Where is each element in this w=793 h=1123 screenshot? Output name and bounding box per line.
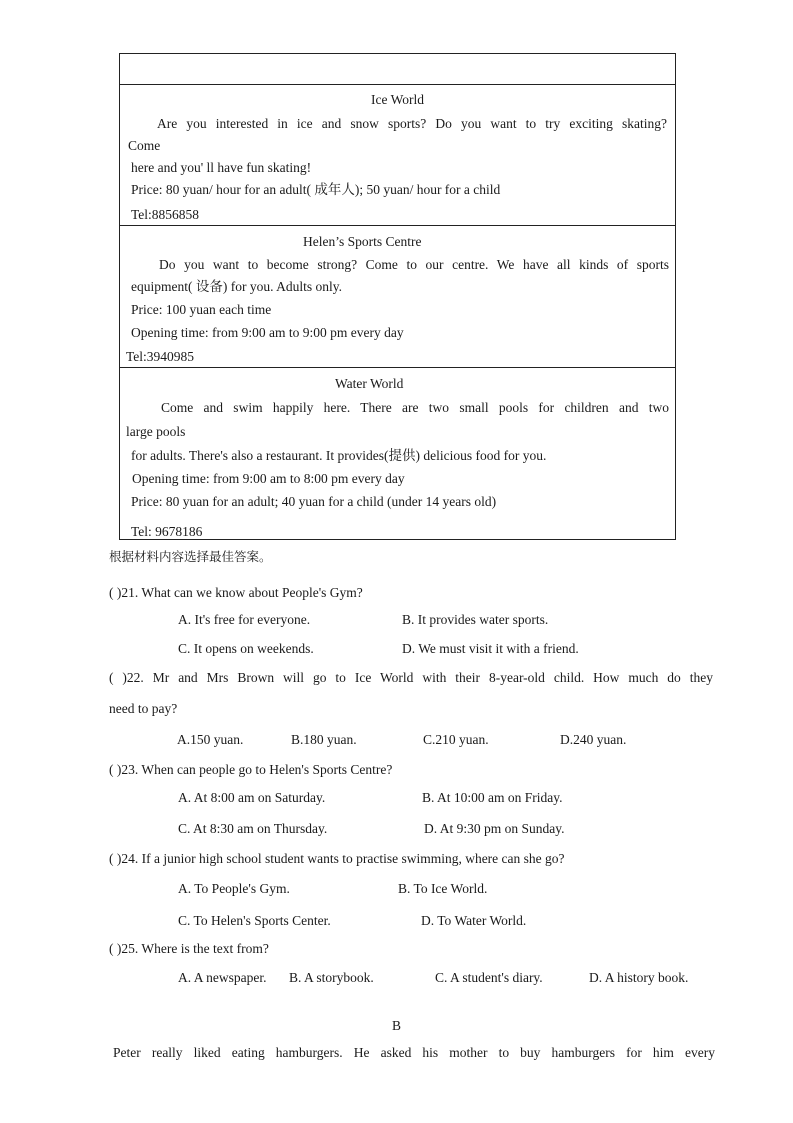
ice-world-body-line1: Are you interested in ice and snow sports? Do you want to try exciting skating? [157, 116, 667, 131]
q23-option-c[interactable]: C. At 8:30 am on Thursday. [178, 821, 328, 836]
q23-option-a[interactable]: A. At 8:00 am on Saturday. [178, 790, 326, 805]
q21-option-a[interactable]: A. It's free for everyone. [178, 612, 311, 627]
table-divider [120, 84, 675, 85]
water-world-title: Water World [335, 376, 404, 391]
q22-option-d[interactable]: D.240 yuan. [560, 732, 627, 747]
ice-world-body-line2: Come [128, 138, 161, 153]
instruction: 根据材料内容选择最佳答案。 [109, 549, 272, 564]
q22-option-a[interactable]: A.150 yuan. [177, 732, 244, 747]
water-world-body-line3: for adults. There's also a restaurant. It provides(提供) delicious food for you. [131, 448, 547, 463]
question-23: ( )23. When can people go to Helen's Sports Centre? [109, 762, 393, 777]
helens-body-line2: equipment( 设备) for you. Adults only. [131, 279, 342, 294]
q25-option-d[interactable]: D. A history book. [589, 970, 689, 985]
q23-option-d[interactable]: D. At 9:30 pm on Sunday. [424, 821, 565, 836]
q21-option-b[interactable]: B. It provides water sports. [402, 612, 549, 627]
water-world-price: Price: 80 yuan for an adult; 40 yuan for a child (under 14 years old) [131, 494, 497, 509]
q25-option-b[interactable]: B. A storybook. [289, 970, 374, 985]
ice-world-title: Ice World [370, 92, 425, 107]
water-world-body-line1: Come and swim happily here. There are two small pools for children and two [161, 400, 669, 415]
q25-option-a[interactable]: A. A newspaper. [178, 970, 267, 985]
q23-option-b[interactable]: B. At 10:00 am on Friday. [422, 790, 563, 805]
q22-option-c[interactable]: C.210 yuan. [423, 732, 489, 747]
helens-price: Price: 100 yuan each time [131, 302, 272, 317]
helens-tel: Tel:3940985 [126, 349, 195, 364]
question-22: ( )22. Mr and Mrs Brown will go to Ice World with their 8-year-old child. How much do they [109, 670, 713, 685]
section-b-first-line: Peter really liked eating hamburgers. He asked his mother to buy hamburgers for him every [113, 1045, 715, 1060]
ice-world-body-line3: here and you' ll have fun skating! [131, 160, 312, 175]
question-22-cont: need to pay? [109, 701, 178, 716]
ice-world-tel: Tel:8856858 [131, 207, 200, 222]
q24-option-b[interactable]: B. To Ice World. [398, 881, 488, 896]
water-world-opening: Opening time: from 9:00 am to 8:00 pm every day [132, 471, 405, 486]
q24-option-d[interactable]: D. To Water World. [421, 913, 527, 928]
helens-title: Helen’s Sports Centre [303, 234, 422, 249]
q22-option-b[interactable]: B.180 yuan. [291, 732, 357, 747]
q21-option-c[interactable]: C. It opens on weekends. [178, 641, 314, 656]
q24-option-a[interactable]: A. To People's Gym. [178, 881, 290, 896]
q25-option-c[interactable]: C. A student's diary. [435, 970, 543, 985]
table-divider [120, 367, 675, 368]
q21-option-d[interactable]: D. We must visit it with a friend. [402, 641, 579, 656]
question-21: ( )21. What can we know about People's Gym? [109, 585, 363, 600]
helens-opening: Opening time: from 9:00 am to 9:00 pm every day [131, 325, 404, 340]
helens-body-line1: Do you want to become strong? Come to our centre. We have all kinds of sports [159, 257, 669, 272]
q24-option-c[interactable]: C. To Helen's Sports Center. [178, 913, 331, 928]
ad-table [119, 53, 676, 540]
table-divider [120, 225, 675, 226]
section-b-heading: B [392, 1018, 402, 1033]
ice-world-price: Price: 80 yuan/ hour for an adult( 成年人); 50 yuan/ hour for a child [131, 182, 501, 197]
water-world-tel: Tel: 9678186 [131, 524, 203, 539]
question-25: ( )25. Where is the text from? [109, 941, 269, 956]
water-world-body-line2: large pools [126, 424, 186, 439]
question-24: ( )24. If a junior high school student wants to practise swimming, where can she go? [109, 851, 565, 866]
